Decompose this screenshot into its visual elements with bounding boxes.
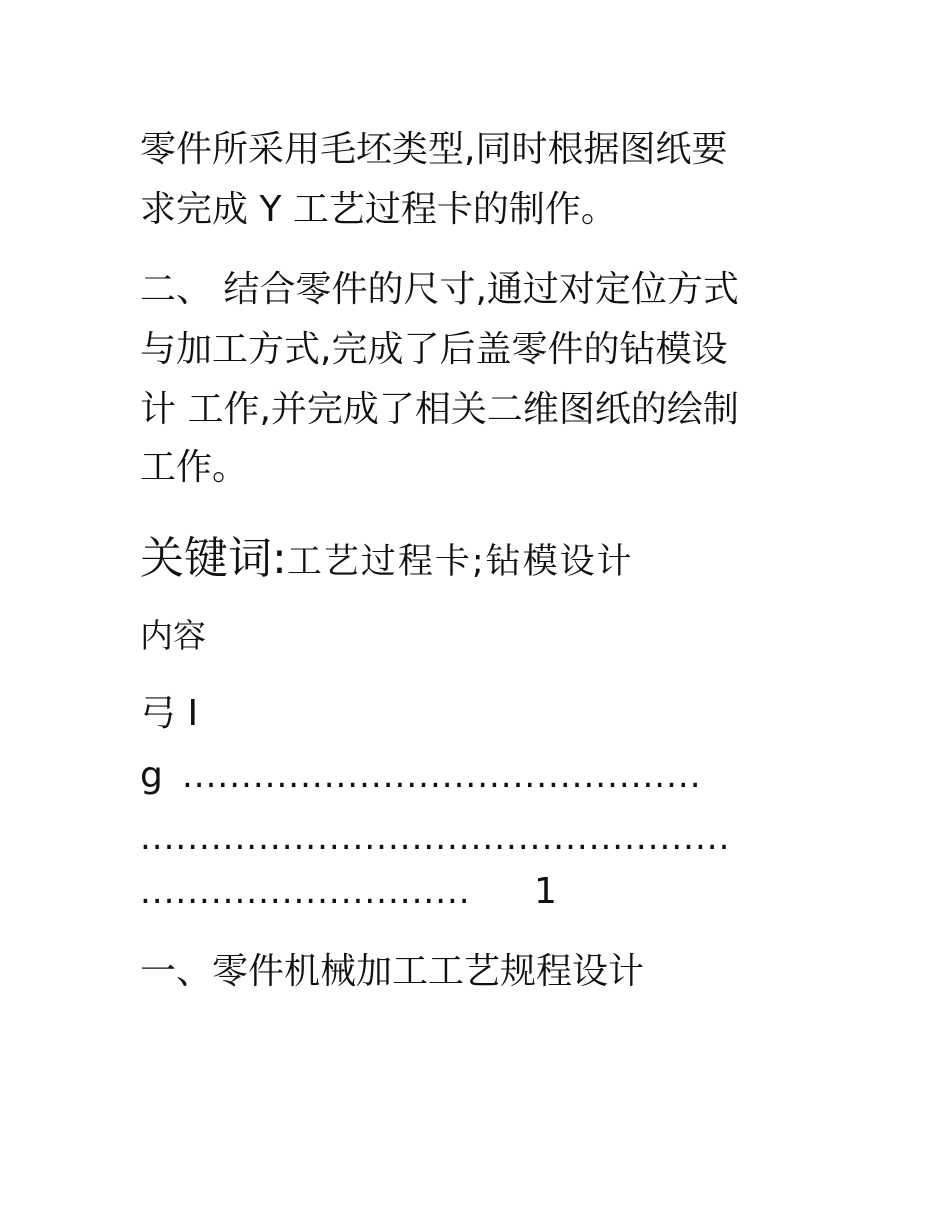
paragraph1-line1: 零件所采用毛坯类型,同时根据图纸要: [140, 129, 728, 170]
keywords-label: 关键词:: [140, 533, 287, 584]
toc-leader-2: ..................................................: [140, 818, 731, 858]
toc-heading: 内容: [140, 616, 206, 655]
paragraph2-line3: 计 工作,并完成了相关二维图纸的绘制: [140, 389, 739, 430]
paragraph2-line1: 二、 结合零件的尺寸,通过对定位方式: [140, 269, 739, 310]
toc-entry1-line1: 弓 I: [140, 693, 199, 734]
keywords-line: [140, 532, 634, 589]
keywords-value: 工艺过程卡;钻模设计: [286, 542, 634, 582]
paragraph2-line4: 工作。: [140, 447, 249, 488]
toc-entry1-prefix: g: [140, 755, 163, 796]
toc-page-number: 1: [534, 871, 557, 912]
toc-leader-3: ............................: [140, 872, 471, 912]
toc-leader-1: ............................................: [182, 756, 702, 796]
paragraph2-line2: 与加工方式,完成了后盖零件的钻模设: [140, 329, 728, 370]
toc-section1: 一、零件机械加工工艺规程设计: [140, 951, 645, 992]
paragraph1-line2: 求完成 Y 工艺过程卡的制作。: [140, 189, 617, 230]
